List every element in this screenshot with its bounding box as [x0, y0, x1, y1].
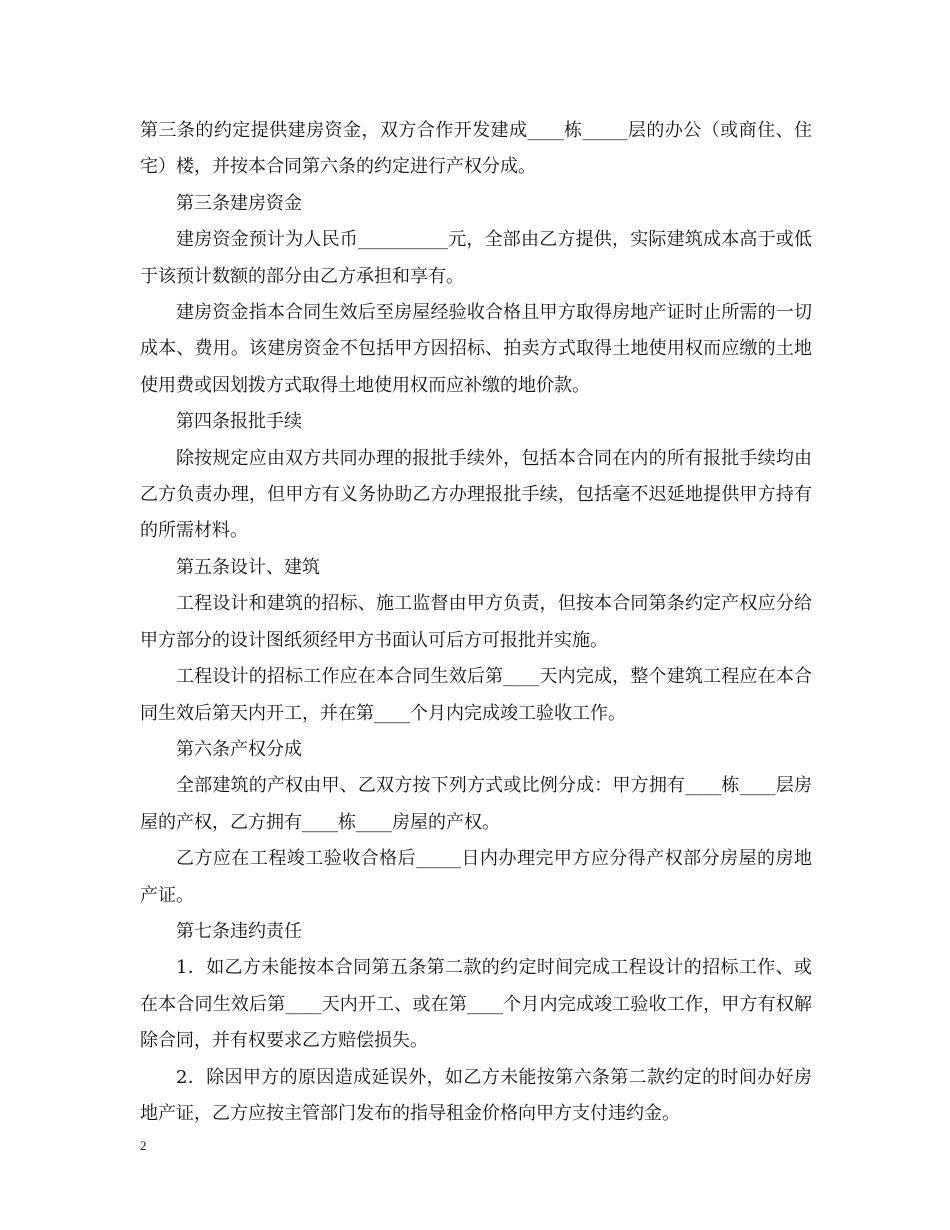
section-heading-5: 第五条设计、建筑 — [176, 556, 320, 578]
paragraph-14: 1．如乙方未能按本合同第五条第二款的约定时间完成工程设计的招标工作、或在本合同生效后第____天内开工、或在第____个月内完成竣工验收工作，甲方有权解除合同，并有权要求乙方赔偿损失。 — [140, 957, 812, 1052]
paragraph-3: 建房资金预计为人民币__________元，全部由乙方提供，实际建筑成本高于或低于该预计数额的部分由乙方承担和享有。 — [140, 229, 812, 287]
paragraph-12: 乙方应在工程竣工验收合格后_____日内办理完甲方应分得产权部分房屋的房地产证。 — [140, 848, 812, 906]
paragraph-1: 第三条的约定提供建房资金，双方合作开发建成____栋_____层的办公（或商住、住宅）楼，并按本合同第六条的约定进行产权分成。 — [140, 120, 812, 178]
paragraph-6: 除按规定应由双方共同办理的报批手续外，包括本合同在内的所有报批手续均由乙方负责办理，但甲方有义务协助乙方办理报批手续，包括毫不迟延地提供甲方持有的所需材料。 — [140, 447, 812, 542]
page-number: 2 — [140, 1138, 147, 1153]
section-heading-3: 第三条建房资金 — [176, 192, 302, 214]
paragraph-15: 2．除因甲方的原因造成延误外，如乙方未能按第六条第二款约定的时间办好房地产证，乙方应按主管部门发布的指导租金价格向甲方支付违约金。 — [140, 1066, 812, 1124]
document-body — [140, 113, 812, 1132]
section-heading-7: 第七条违约责任 — [176, 920, 302, 942]
paragraph-9: 工程设计的招标工作应在本合同生效后第____天内完成，整个建筑工程应在本合同生效后第天内开工，并在第____个月内完成竣工验收工作。 — [140, 666, 812, 724]
paragraph-4: 建房资金指本合同生效后至房屋经验收合格且甲方取得房地产证时止所需的一切成本、费用。该建房资金不包括甲方因招标、拍卖方式取得土地使用权而应缴的土地使用费或因划拨方式取得土地使用权而应补缴的地价款。 — [140, 302, 812, 396]
paragraph-8: 工程设计和建筑的招标、施工监督由甲方负责，但按本合同第条约定产权应分给甲方部分的设计图纸须经甲方书面认可后方可报批并实施。 — [140, 593, 812, 651]
section-heading-6: 第六条产权分成 — [176, 738, 302, 760]
section-heading-4: 第四条报批手续 — [176, 411, 302, 433]
paragraph-11: 全部建筑的产权由甲、乙双方按下列方式或比例分成：甲方拥有____栋____层房屋的产权，乙方拥有____栋____房屋的产权。 — [140, 775, 812, 833]
